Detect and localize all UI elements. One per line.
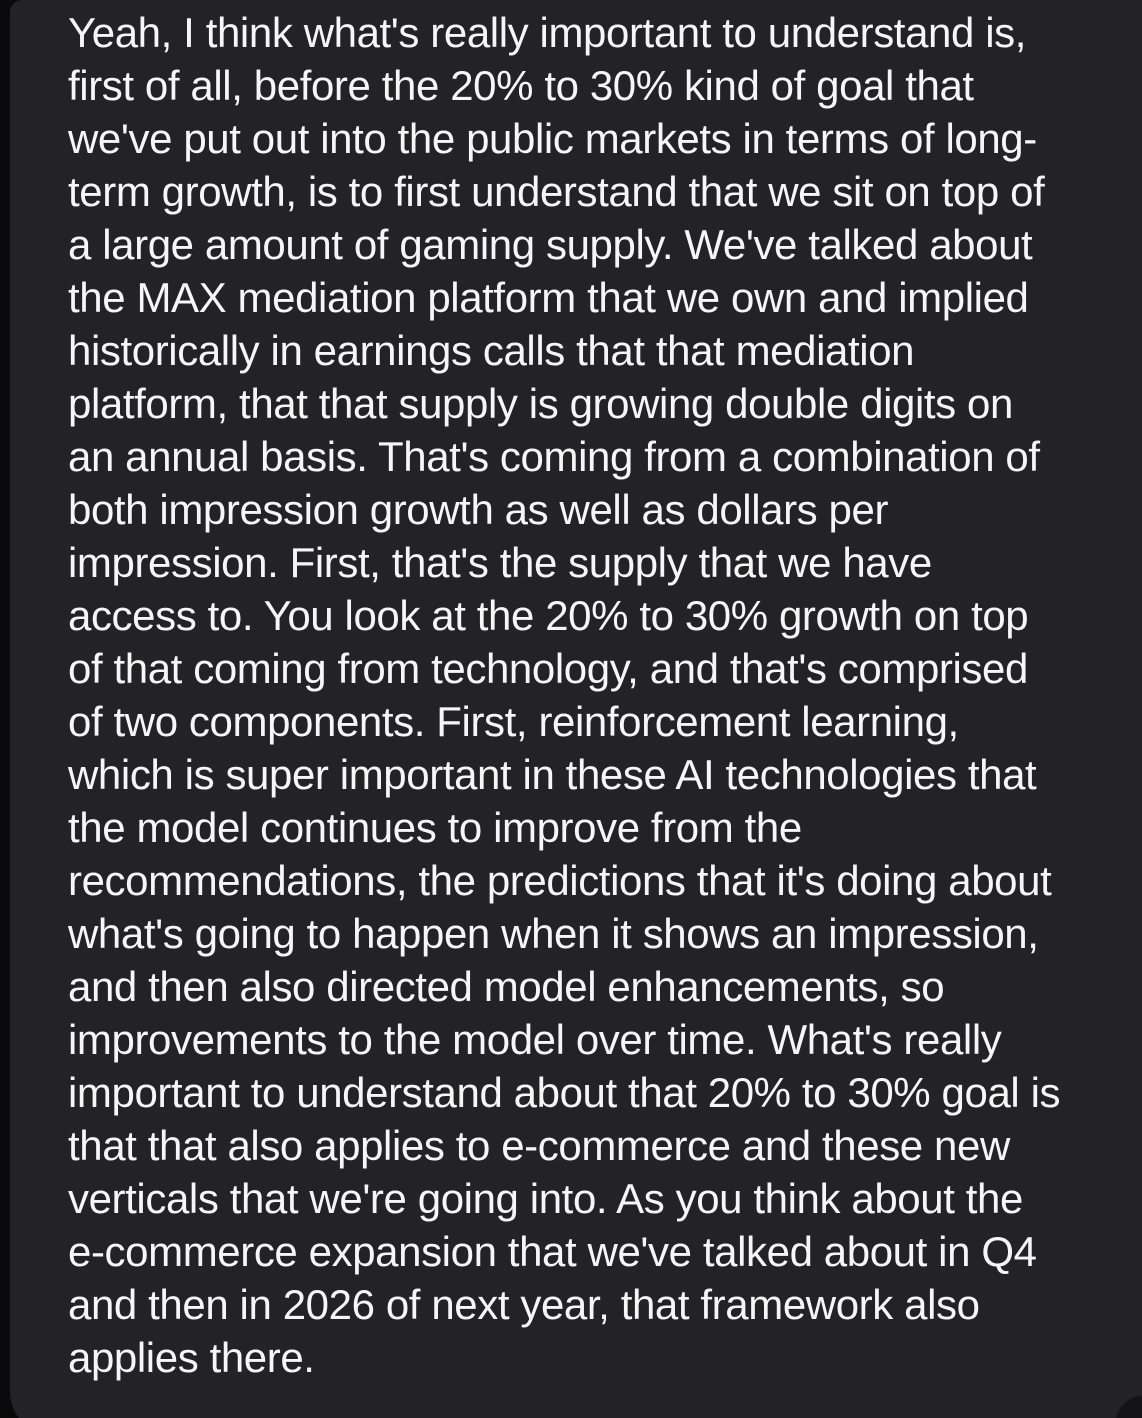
transcript-line: platform, that that supply is growing double digits on: [68, 380, 1013, 427]
transcript-line: Yeah, I think what's really important to understand is,: [68, 9, 1027, 56]
transcript-line: of two components. First, reinforcement learning,: [68, 698, 959, 745]
transcript-line: both impression growth as well as dollars per: [68, 486, 889, 533]
transcript-line: and then in 2026 of next year, that framework also: [68, 1281, 980, 1328]
transcript-line: term growth, is to first understand that we sit on top of: [68, 168, 1045, 215]
transcript-line: the MAX mediation platform that we own and implied: [68, 274, 1029, 321]
transcript-line: we've put out into the public markets in terms of long-: [68, 115, 1037, 162]
transcript-line: access to. You look at the 20% to 30% growth on top: [68, 592, 1029, 639]
transcript-line: what's going to happen when it shows an impression,: [68, 910, 1039, 957]
transcript-line: verticals that we're going into. As you think about the: [68, 1175, 1023, 1222]
transcript-line: a large amount of gaming supply. We've talked about: [68, 221, 1033, 268]
transcript-line: impression. First, that's the supply that we have: [68, 539, 932, 586]
transcript-line: first of all, before the 20% to 30% kind of goal that: [68, 62, 974, 109]
transcript-line: applies there.: [68, 1334, 315, 1381]
transcript-line: historically in earnings calls that that mediation: [68, 327, 915, 374]
transcript-line: which is super important in these AI technologies that: [68, 751, 1037, 798]
transcript-line: that that also applies to e-commerce and these new: [68, 1122, 1010, 1169]
transcript-line: e-commerce expansion that we've talked about in Q4: [68, 1228, 1037, 1275]
transcript-line: important to understand about that 20% to 30% goal is: [68, 1069, 1061, 1116]
transcript-line: improvements to the model over time. What's really: [68, 1016, 1002, 1063]
transcript-card: [10, 0, 1142, 1418]
transcript-text: [68, 6, 1132, 1384]
transcript-line: and then also directed model enhancements, so: [68, 963, 945, 1010]
transcript-line: of that coming from technology, and that's comprised: [68, 645, 1028, 692]
transcript-line: recommendations, the predictions that it's doing about: [68, 857, 1052, 904]
transcript-line: the model continues to improve from the: [68, 804, 802, 851]
transcript-line: an annual basis. That's coming from a combination of: [68, 433, 1040, 480]
